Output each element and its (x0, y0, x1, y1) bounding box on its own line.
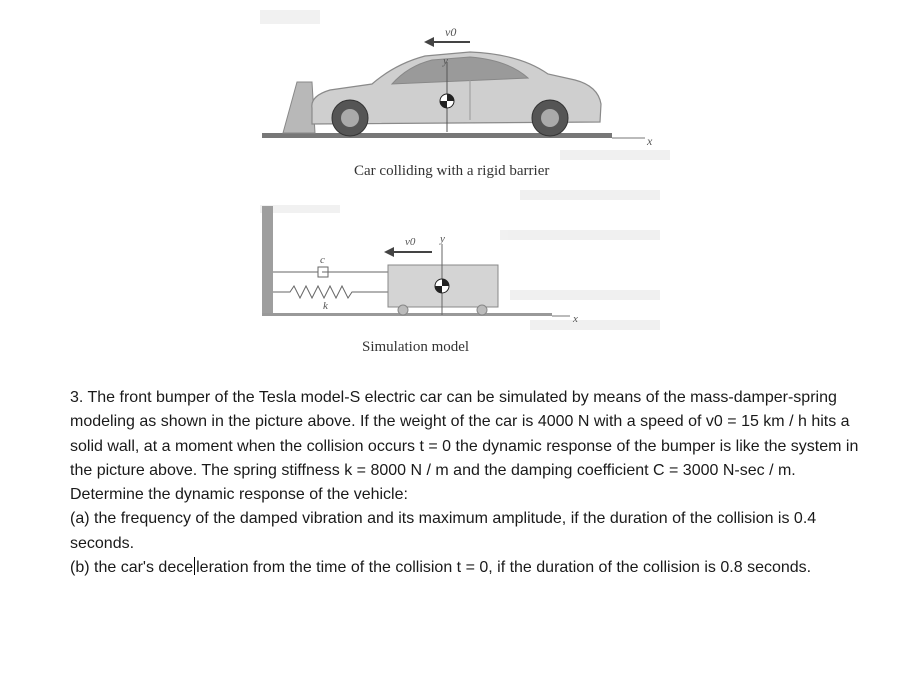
damper-label: c (320, 254, 325, 266)
mass-wheel-left (398, 305, 408, 315)
y-label-bottom: y (440, 233, 445, 245)
velocity-arrow-bottom (384, 247, 432, 257)
y-label-top: y (443, 55, 448, 67)
problem-part-b[interactable] (70, 556, 860, 580)
mass-wheel-right (477, 305, 487, 315)
spring-label: k (323, 300, 328, 312)
center-of-mass-bottom (435, 279, 449, 293)
damper (273, 267, 388, 277)
problem-paragraph: 3. The front bumper of the Tesla model-S electric car can be simulated by means of the mass-damper-spring modeling as shown in the picture above. If the weight of the car is 4000 N with a speed of v0 = 15 km / h hits a solid wall, at a moment when the collision occurs t = 0 the dynamic response of the bumper is like the system in the picture above. The spring stiffness k = 8000 N / m and the damping coefficient C = 3000 N-sec / m. Determine the dynamic response of the vehicle: (70, 389, 859, 504)
spring (273, 286, 388, 298)
simulation-model (262, 206, 578, 325)
top-figure-caption: Car colliding with a rigid barrier (354, 163, 550, 179)
part-b-text-start: (b) the car's dece (70, 559, 194, 577)
car-scene (262, 25, 653, 148)
rigid-barrier (283, 82, 315, 133)
velocity-label-bottom: v0 (405, 236, 416, 248)
x-label-top: x (647, 134, 653, 148)
text-caret (194, 557, 195, 575)
model-wall (262, 206, 273, 314)
x-label-bottom: x (573, 313, 578, 325)
problem-part-a: (a) the frequency of the damped vibration and its maximum amplitude, if the duration of the collision is 0.4 seconds. (70, 510, 817, 552)
velocity-label-top: v0 (445, 25, 457, 39)
center-of-mass-top (440, 94, 454, 108)
part-b-text-end: leration from the time of the collision t = 0, if the duration of the collision is 0.8 seconds. (196, 559, 812, 577)
bottom-figure-caption: Simulation model (362, 339, 470, 355)
problem-statement (70, 386, 860, 580)
